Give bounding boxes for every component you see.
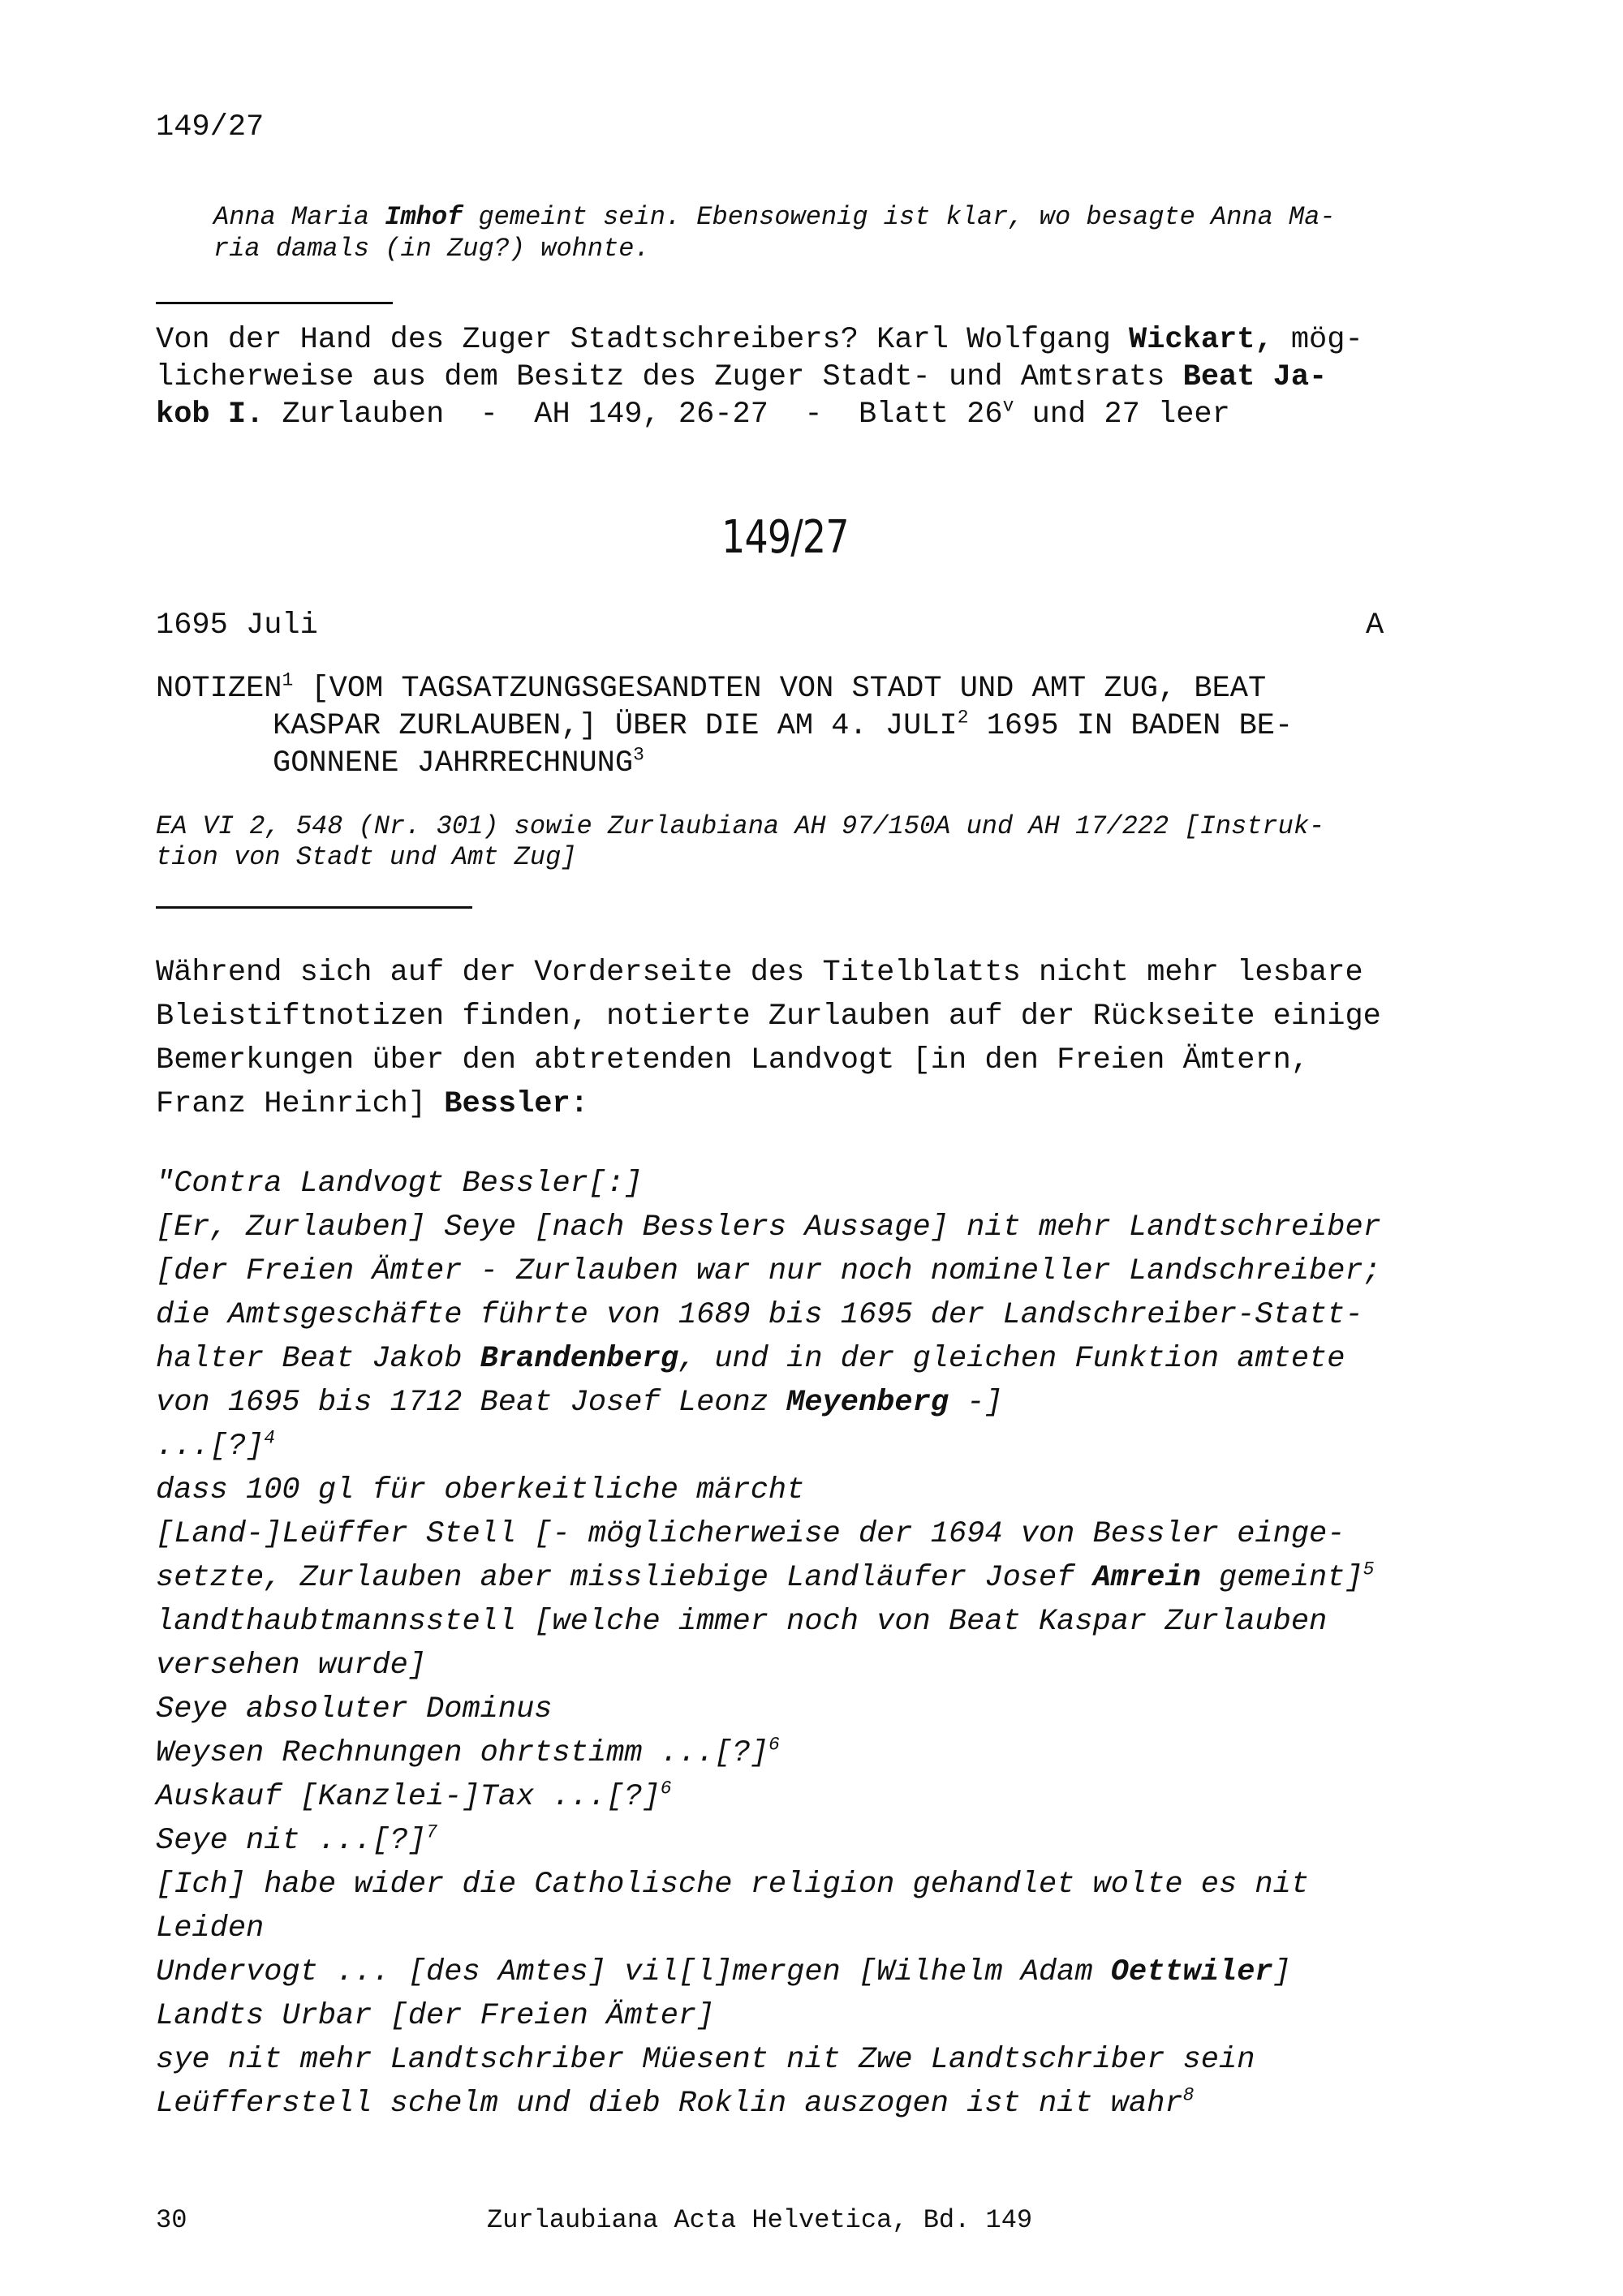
transcript-line: landthaubtmannsstell [welche immer noch von Beat Kaspar Zurlauben	[156, 1605, 1328, 1639]
source-text: mög-	[1272, 323, 1363, 357]
transcript-text: , und in der gleichen Funktion amtete	[678, 1342, 1345, 1376]
superscript: v	[1002, 395, 1014, 417]
transcript-line	[156, 1775, 1470, 1819]
intro-line: Während sich auf der Vorderseite des Titelblatts nicht mehr lesbare	[156, 956, 1363, 990]
footnote-ref: 2	[957, 707, 969, 729]
separator-rule	[156, 906, 472, 909]
footnote-ref: 5	[1363, 1559, 1375, 1580]
transcript-line: dass 100 gl für oberkeitliche märcht	[156, 1473, 805, 1507]
transcript-line: die Amtsgeschäfte führte von 1689 bis 1695 der Landschreiber-Statt-	[156, 1298, 1363, 1332]
document-date: 1695 Juli	[156, 608, 318, 643]
transcript-bold-name: Oettwiler	[1110, 1955, 1273, 1989]
transcript-text: Undervogt ... [des Amtes] vil[l]mergen [Wilhelm Adam	[156, 1955, 1111, 1989]
note-text: ria damals (in Zug?) wohnte.	[213, 234, 650, 264]
previous-entry-source	[156, 321, 1422, 433]
footnote-ref: 6	[660, 1778, 672, 1799]
transcription	[156, 1162, 1470, 2126]
series-title: Zurlaubiana Acta Helvetica, Bd. 149	[487, 2205, 1033, 2235]
footnote-ref: 6	[768, 1734, 780, 1756]
transcript-line	[156, 1556, 1470, 1600]
note-text: Anna Maria	[213, 202, 385, 232]
transcript-text: -]	[948, 1386, 1003, 1420]
running-head: 149/27	[156, 110, 265, 144]
source-bold-name: kob I.	[156, 398, 265, 432]
introduction-paragraph	[156, 951, 1454, 1126]
title-line	[156, 707, 1430, 745]
source-text: Von der Hand des Zuger Stadtschreibers? Karl Wolfgang	[156, 323, 1129, 357]
transcript-line	[156, 1425, 1470, 1468]
transcript-line: sye nit mehr Landtschriber Müesent nit Zwe Landtschriber sein	[156, 2043, 1255, 2077]
intro-line: Bemerkungen über den abtretenden Landvogt [in den Freien Ämtern,	[156, 1043, 1310, 1077]
intro-line: Bleistiftnotizen finden, notierte Zurlauben auf der Rückseite einige	[156, 1000, 1381, 1034]
title-text: [VOM TAGSATZUNGSGESANDTEN VON STADT UND AMT ZUG, BEAT	[293, 672, 1267, 706]
title-line	[156, 670, 1430, 707]
transcript-line: "Contra Landvogt Bessler[:]	[156, 1167, 643, 1201]
transcript-text: Seye nit ...[?]	[156, 1824, 427, 1858]
title-line	[156, 745, 1430, 782]
note-text: gemeint sein. Ebensowenig ist klar, wo besagte Anna Ma-	[463, 202, 1336, 232]
page-number: 30	[156, 2205, 187, 2235]
footnote-ref: 1	[282, 669, 294, 691]
intro-bold-name: Bessler:	[444, 1087, 588, 1121]
transcript-line: versehen wurde]	[156, 1649, 427, 1683]
document-number: 149/27	[721, 511, 849, 564]
transcript-line	[156, 1950, 1470, 1994]
document-title	[156, 670, 1430, 782]
note-bold-name: Imhof	[385, 202, 463, 232]
transcript-line	[156, 1731, 1470, 1775]
intro-line	[156, 1082, 1454, 1126]
transcript-text: Auskauf [Kanzlei-]Tax ...[?]	[156, 1780, 661, 1814]
title-text: 1695 IN BADEN BE-	[968, 709, 1294, 743]
transcript-text: ]	[1272, 1955, 1291, 1989]
transcript-text: gemeint]	[1200, 1561, 1363, 1595]
transcript-text: halter Beat Jakob	[156, 1342, 480, 1376]
title-text: GONNENE JAHRRECHNUNG	[273, 746, 634, 780]
separator-rule	[156, 302, 393, 304]
intro-text: Franz Heinrich]	[156, 1087, 445, 1121]
footnote-ref: 4	[264, 1427, 275, 1449]
document-references	[156, 811, 1430, 873]
source-text: und 27 leer	[1014, 398, 1230, 432]
title-text: KASPAR ZURLAUBEN,] ÜBER DIE AM 4. JULI	[273, 709, 958, 743]
transcript-line: Leiden	[156, 1911, 265, 1946]
transcript-line: [Er, Zurlauben] Seye [nach Besslers Aussage] nit mehr Landtschreiber	[156, 1210, 1381, 1245]
transcript-line: Seye absoluter Dominus	[156, 1692, 553, 1726]
footnote-ref: 7	[426, 1821, 437, 1843]
transcript-text: setzte, Zurlauben aber missliebige Landläufer Josef	[156, 1561, 1093, 1595]
transcript-line: [Land-]Leüffer Stell [- möglicherweise der 1694 von Bessler einge-	[156, 1517, 1345, 1551]
transcript-line: Landts Urbar [der Freien Ämter]	[156, 1999, 715, 2033]
source-text: Zurlauben - AH 149, 26-27 - Blatt 26	[264, 398, 1003, 432]
source-text: licherweise aus dem Besitz des Zuger Stadt- und Amtsrats	[156, 360, 1183, 394]
transcript-line: [Ich] habe wider die Catholische religion gehandlet wolte es nit	[156, 1868, 1310, 1902]
transcript-line	[156, 1819, 1470, 1863]
transcript-text: von 1695 bis 1712 Beat Josef Leonz	[156, 1386, 787, 1420]
transcript-text: Weysen Rechnungen ohrtstimm ...[?]	[156, 1736, 768, 1770]
transcript-line	[156, 1381, 1470, 1425]
previous-entry-note	[213, 201, 1406, 264]
transcript-bold-name: Meyenberg	[786, 1386, 949, 1420]
transcript-text: ...[?]	[156, 1430, 265, 1464]
title-text: NOTIZEN	[156, 672, 282, 706]
transcript-text: Leüfferstell schelm und dieb Roklin auszogen ist nit wahr	[156, 2087, 1183, 2121]
footnote-ref: 3	[633, 744, 644, 766]
transcript-line: [der Freien Ämter - Zurlauben war nur noch nomineller Landschreiber;	[156, 1254, 1381, 1288]
transcript-line	[156, 2082, 1470, 2126]
transcript-bold-name: Amrein	[1092, 1561, 1201, 1595]
transcript-bold-name: Brandenberg	[480, 1342, 678, 1376]
source-bold-name: Wickart,	[1129, 323, 1273, 357]
document-class: A	[1366, 608, 1384, 643]
reference-line: tion von Stadt und Amt Zug]	[156, 842, 577, 872]
source-bold-name: Beat Ja-	[1182, 360, 1328, 394]
footnote-ref: 8	[1182, 2084, 1195, 2106]
transcript-line	[156, 1337, 1470, 1381]
reference-line: EA VI 2, 548 (Nr. 301) sowie Zurlaubiana AH 97/150A und AH 17/222 [Instruk-	[156, 811, 1325, 841]
